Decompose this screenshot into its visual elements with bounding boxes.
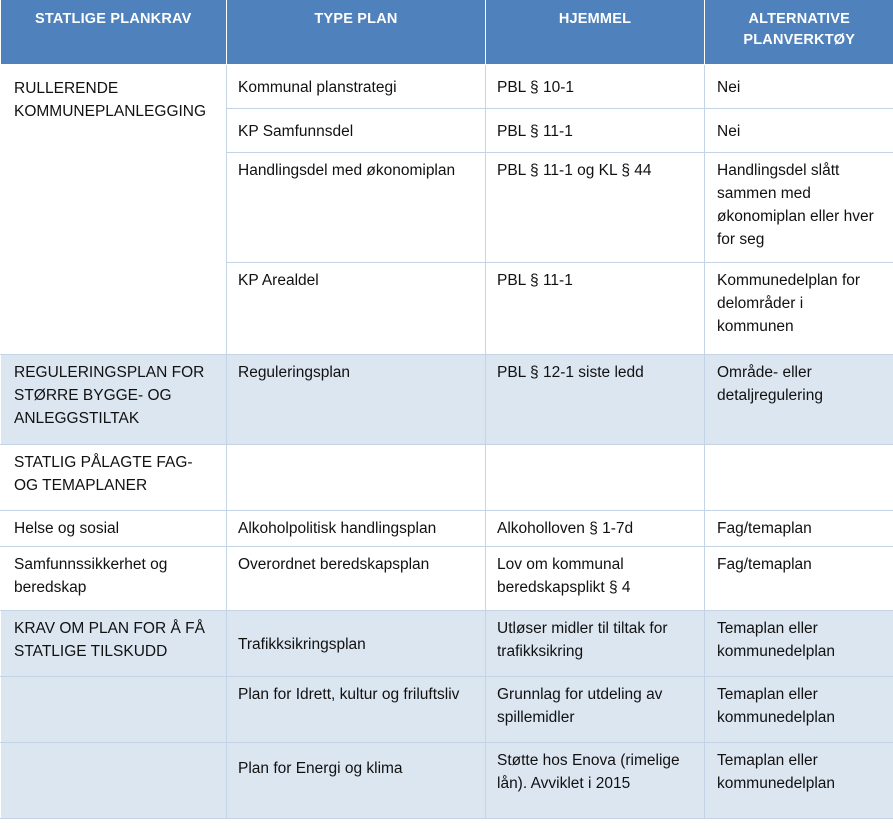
cell-hjemmel: Lov om kommunal beredskapsplikt § 4 [486, 546, 705, 610]
cell-alternative: Kommunedelplan for delområder i kommunen [705, 262, 893, 354]
cell-alternative [705, 444, 893, 510]
cell-hjemmel: Alkoholloven § 1-7d [486, 510, 705, 546]
cell-krav: STATLIG PÅLAGTE FAG- OG TEMAPLANER [1, 444, 227, 510]
table-row [1, 510, 893, 546]
cell-krav [1, 676, 227, 742]
cell-hjemmel: PBL § 10-1 [486, 64, 705, 108]
cell-hjemmel [486, 444, 705, 510]
cell-hjemmel: PBL § 11-1 [486, 262, 705, 354]
table-row [1, 610, 893, 676]
cell-alternative: Handlingsdel slått sammen med økonomiplan eller hver for seg [705, 152, 893, 262]
cell-krav: KRAV OM PLAN FOR Å FÅ STATLIGE TILSKUDD [1, 610, 227, 676]
table-body [1, 64, 893, 818]
table-row [1, 742, 893, 818]
header-statlige-plankrav: STATLIGE PLANKRAV [1, 0, 227, 64]
table-row [1, 444, 893, 510]
header-type-plan: TYPE PLAN [227, 0, 486, 64]
cell-krav: Samfunnssikkerhet og beredskap [1, 546, 227, 610]
table-header [1, 0, 893, 64]
cell-alternative: Temaplan eller kommunedelplan [705, 676, 893, 742]
cell-krav: Helse og sosial [1, 510, 227, 546]
cell-alternative: Område- eller detaljregulering [705, 354, 893, 444]
table-row [1, 354, 893, 444]
cell-alternative: Nei [705, 64, 893, 108]
cell-krav: REGULERINGSPLAN FOR STØRRE BYGGE- OG ANLEGGSTILTAK [1, 354, 227, 444]
cell-type: Reguleringsplan [227, 354, 486, 444]
header-row [1, 0, 893, 64]
cell-alternative: Temaplan eller kommunedelplan [705, 742, 893, 818]
cell-alternative: Fag/temaplan [705, 510, 893, 546]
cell-type: Overordnet beredskapsplan [227, 546, 486, 610]
cell-hjemmel: PBL § 12-1 siste ledd [486, 354, 705, 444]
cell-type: Kommunal planstrategi [227, 64, 486, 108]
table-row [1, 546, 893, 610]
cell-type: Trafikksikringsplan [227, 610, 486, 676]
header-alternative-planverktoy: ALTERNATIVE PLANVERKTØY [705, 0, 893, 64]
cell-alternative: Fag/temaplan [705, 546, 893, 610]
cell-krav [1, 742, 227, 818]
cell-type: Alkoholpolitisk handlingsplan [227, 510, 486, 546]
cell-alternative: Temaplan eller kommunedelplan [705, 610, 893, 676]
cell-type: Handlingsdel med økonomiplan [227, 152, 486, 262]
table-row [1, 676, 893, 742]
table-row [1, 64, 893, 108]
cell-alternative: Nei [705, 108, 893, 152]
cell-hjemmel: Støtte hos Enova (rimelige lån). Avviklet i 2015 [486, 742, 705, 818]
cell-type: KP Samfunnsdel [227, 108, 486, 152]
cell-hjemmel: Utløser midler til tiltak for trafikksikring [486, 610, 705, 676]
cell-krav: RULLERENDE KOMMUNEPLANLEGGING [1, 64, 227, 354]
cell-type: KP Arealdel [227, 262, 486, 354]
cell-hjemmel: Grunnlag for utdeling av spillemidler [486, 676, 705, 742]
cell-type: Plan for Energi og klima [227, 742, 486, 818]
cell-type: Plan for Idrett, kultur og friluftsliv [227, 676, 486, 742]
header-hjemmel: HJEMMEL [486, 0, 705, 64]
cell-hjemmel: PBL § 11-1 og KL § 44 [486, 152, 705, 262]
cell-hjemmel: PBL § 11-1 [486, 108, 705, 152]
cell-type [227, 444, 486, 510]
